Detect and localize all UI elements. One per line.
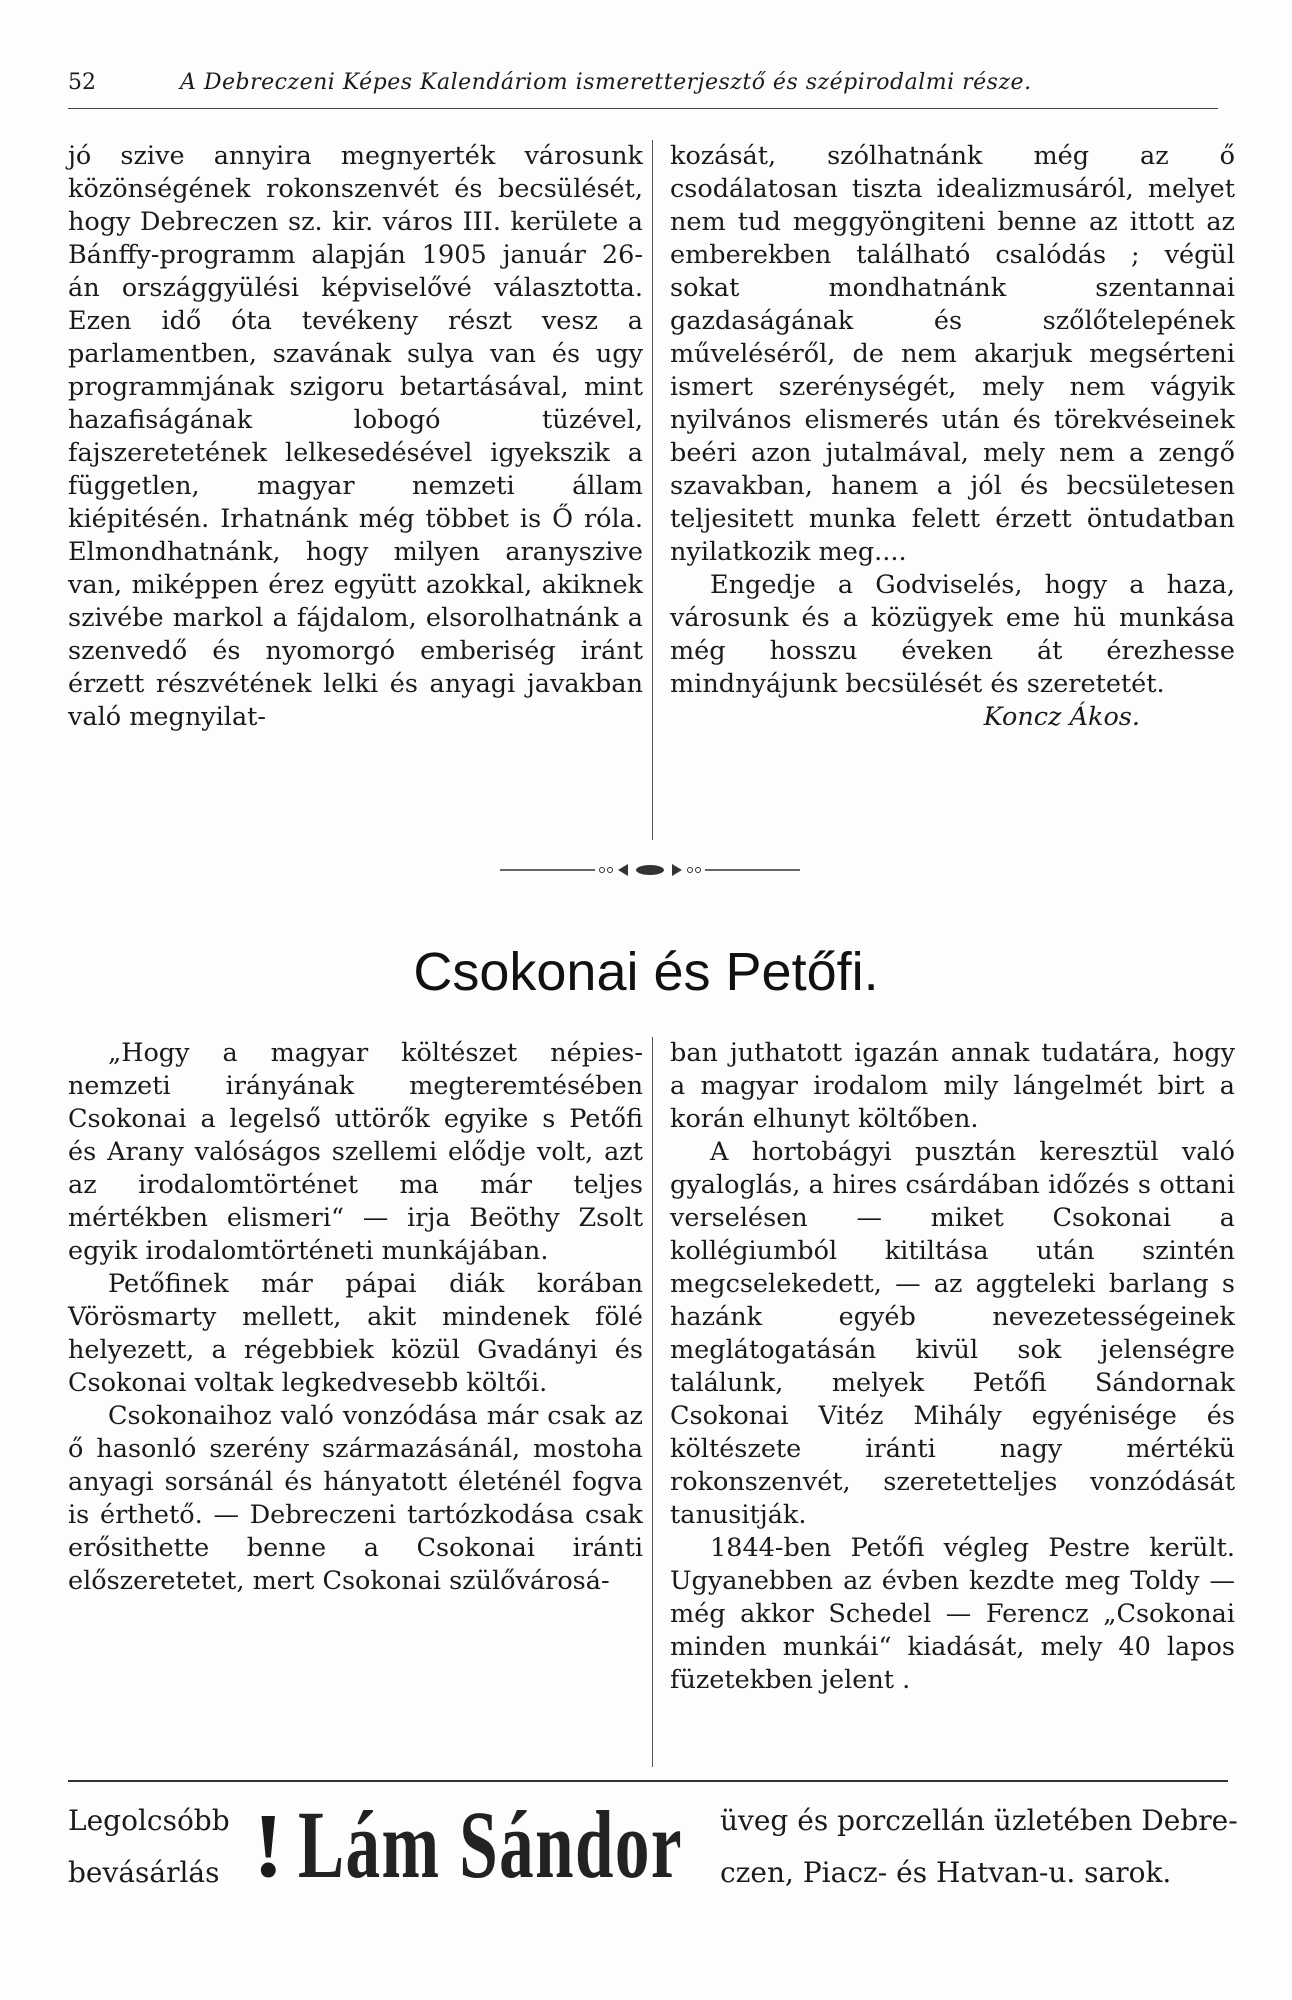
ad-slogan-line-2: bevásárlás [68,1856,220,1889]
ad-merchant-name: Lám Sándor [298,1791,684,1898]
article-left-paragraph-1: „Hogy a magyar költészet népies-nemzeti irányának megteremtésében Csokonai a legelső uttörők egyike s Petőfi és Arany valóságos szellemi elődje volt, azt az irodalomtörténet ma már teljes mértékben elismeri“ — irja Beöthy Zsolt egyik irodalomtörténeti munkájában. [68,1038,643,1266]
ad-address-line-2: czen, Piacz- és Hatvan-u. sarok. [720,1856,1172,1889]
article-left-column [68,1037,643,1598]
advertisement-rule [68,1780,1228,1782]
ad-exclamation: ! [253,1794,284,1896]
author-signature: Koncz Ákos. [983,702,1140,732]
top-article-left-column [68,140,643,734]
top-article-right-column [670,140,1235,734]
top-column-divider [652,140,653,840]
article-left-paragraph-3: Csokonaihoz való vonzódása már csak az ő hasonló szerény származásánál, mostoha anyagi sorsánál és hányatott életénél fogva is érthető. — Debreczeni tartózkodása csak erősithette benne a Csokonai iránti előszeretetet, mert Csokonai szülővárosá- [68,1401,643,1596]
article-right-paragraph-1: ban juthatott igazán annak tudatára, hogy a magyar irodalom mily lángelmét birt a korán elhunyt költőben. [670,1038,1235,1134]
page-header [68,68,1218,109]
ornament-divider [500,860,800,880]
top-article-right-text-2: Engedje a Godviselés, hogy a haza, városunk és a közügyek eme hü munkása még hosszu éveken át érezhesse mindnyájunk becsülését és szeretetét. [670,570,1235,699]
top-article-left-text: jó szive annyira megnyerték városunk közönségének rokonszenvét és becsülését, hogy Debreczen sz. kir. város III. kerülete a Bánffy-programm alapján 1905 január 26-án országgyülési képviselővé választotta. Ezen idő óta tevékeny részt vesz a parlamentben, szavának sulya van és ugy programmjának szigoru betartásával, mint hazafiságának lobogó tüzével, fajszeretetének lelkesedésével igyekszik a független, magyar nemzeti állam kiépitésén. Irhatnánk még többet is Ő róla. Elmondhatnánk, hogy milyen aranyszive van, miképpen érez együtt azokkal, akiknek szivébe markol a fájdalom, elsorolhatnánk a szenvedő és nyomorgó emberiség iránt érzett részvétének lelki és anyagi javakban való megnyilat- [68,141,643,732]
advertisement [68,1791,1238,1905]
ad-slogan [68,1795,230,1899]
page-number: 52 [68,70,96,95]
article-left-paragraph-2: Petőfinek már pápai diák korában Vörösmarty mellett, akit mindenek fölé helyezett, a régebbiek közül Gvadányi és Csokonai voltak legkedvesebb költői. [68,1269,643,1398]
ad-address [720,1795,1238,1899]
ad-address-line-1: üveg és porczellán üzletében Debre- [720,1804,1238,1837]
article-right-paragraph-3: 1844-ben Petőfi végleg Pestre került. Ugyanebben az évben kezdte meg Toldy — még akkor Schedel — Ferencz „Csokonai minden munkái“ kiadását, mely 40 lapos füzetekben jelent . [670,1533,1235,1695]
article-title: Csokonai és Petőfi. [413,942,879,1002]
running-head: A Debreczeni Képes Kalendáriom ismeretterjesztő és szépirodalmi része. [180,70,1032,95]
article-right-paragraph-2: A hortobágyi pusztán keresztül való gyaloglás, a hires csárdában időzés s ottani verselésen — miket Csokonai a kollégiumból kitiltása után szintén megcselekedett, — az aggteleki barlang s hazánk egyéb nevezetességeinek meglátogatásán kivül sok jelenségre találunk, melyek Petőfi Sándornak Csokonai Vitéz Mihály egyénisége és költészete iránti nagy mértékü rokonszenvét, szeretetteljes vonzódását tanusitják. [670,1137,1235,1530]
article-column-divider [652,1037,653,1767]
ad-slogan-line-1: Legolcsóbb [68,1804,230,1837]
article-right-column [670,1037,1235,1697]
top-article-right-text-1: kozását, szólhatnánk még az ő csodálatosan tiszta idealizmusáról, melyet nem tud meggyöngiteni benne az ittott az emberekben található csalódás ; végül sokat mondhatnánk szentannai gazdaságának és szőlőtelepének műveléséről, de nem akarjuk megsérteni ismert szerénységét, mely nem vágyik nyilvános elismerés után és törekvéseinek beéri azon jutalmával, mely nem a zengő szavakban, hanem a jól és becsületesen teljesitett munka felett érzett öntudatban nyilatkozik meg.... [670,141,1235,567]
